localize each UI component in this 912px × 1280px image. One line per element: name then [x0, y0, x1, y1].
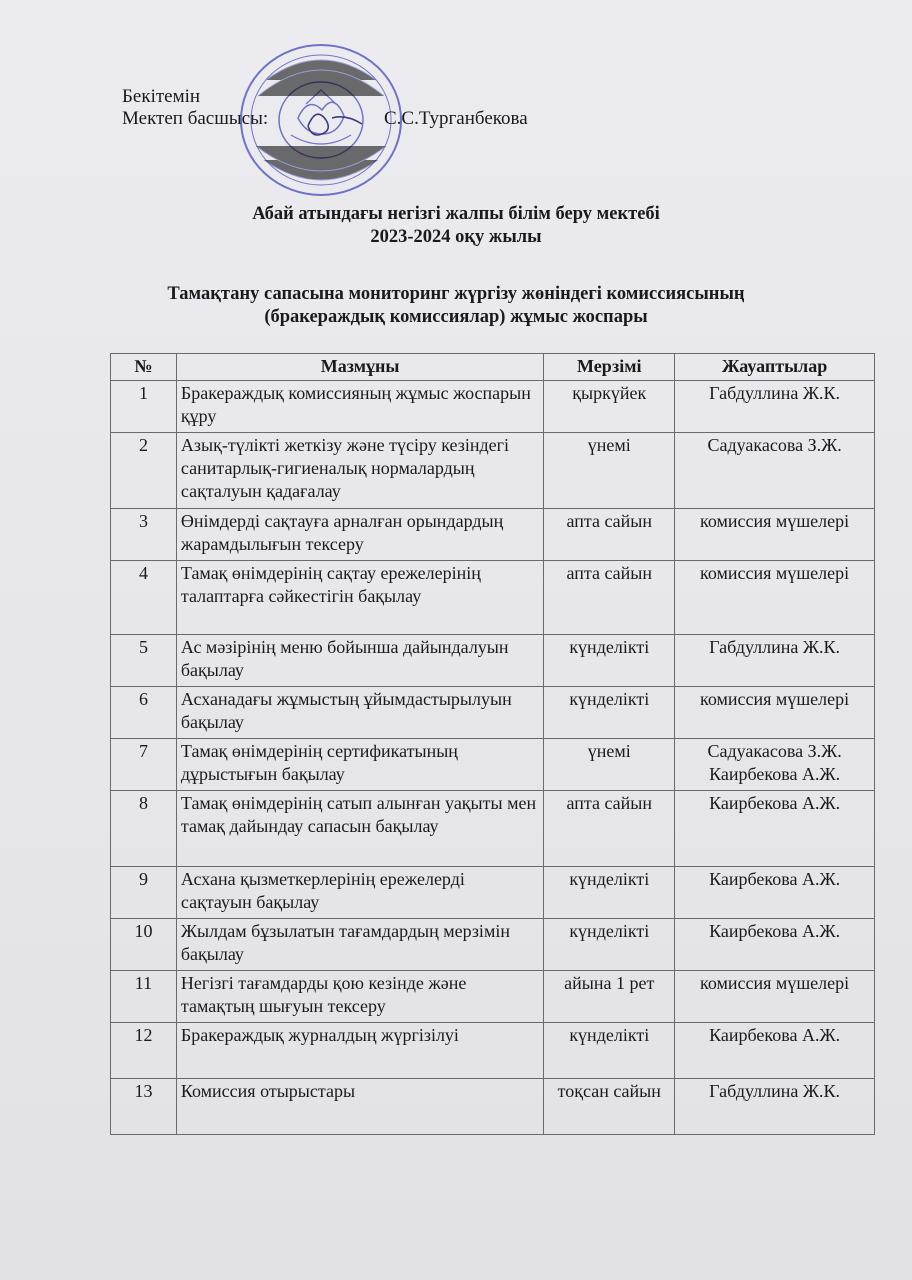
- row-content: Комиссия отырыстары: [176, 1079, 543, 1135]
- header-content: Мазмұны: [176, 354, 543, 381]
- row-term: күнделікті: [544, 867, 675, 919]
- row-content: Азық-түлікті жеткізу және түсіру кезіндегі санитарлық-гигиеналық нормалардың сақталуын қадағалау: [176, 433, 543, 509]
- row-term: айына 1 рет: [544, 971, 675, 1023]
- table-row: [111, 739, 875, 791]
- row-number: 1: [111, 381, 177, 433]
- row-number: 2: [111, 433, 177, 509]
- row-content: Ас мәзірінің меню бойынша дайындалуын бақылау: [176, 635, 543, 687]
- row-term: күнделікті: [544, 1023, 675, 1079]
- table-header-row: [111, 354, 875, 381]
- row-content: Жылдам бұзылатын тағамдардың мерзімін бақылау: [176, 919, 543, 971]
- row-responsible: Каирбекова А.Ж.: [675, 791, 875, 867]
- row-number: 7: [111, 739, 177, 791]
- row-content: Өнімдерді сақтауға арналған орындардың жарамдылығын тексеру: [176, 509, 543, 561]
- row-responsible: Садуакасова З.Ж.: [675, 433, 875, 509]
- table-row: [111, 791, 875, 867]
- row-responsible: комиссия мүшелері: [675, 971, 875, 1023]
- academic-year: 2023-2024 оқу жылы: [370, 227, 542, 247]
- row-number: 11: [111, 971, 177, 1023]
- role-label: Мектеп басшысы:: [122, 108, 269, 129]
- table-row: [111, 635, 875, 687]
- row-responsible: Габдуллина Ж.К.: [675, 381, 875, 433]
- title-line-1: Тамақтану сапасына мониторинг жүргізу жөніндегі комиссиясының: [167, 284, 745, 304]
- row-term: үнемі: [544, 739, 675, 791]
- header-term: Мерзімі: [544, 354, 675, 381]
- row-number: 9: [111, 867, 177, 919]
- row-term: апта сайын: [544, 561, 675, 635]
- row-term: апта сайын: [544, 791, 675, 867]
- approval-block: [122, 86, 528, 130]
- row-number: 3: [111, 509, 177, 561]
- row-content: Асхана қызметкерлерінің ережелерді сақтауын бақылау: [176, 867, 543, 919]
- row-responsible: Садуакасова З.Ж. Каирбекова А.Ж.: [675, 739, 875, 791]
- approve-label: Бекітемін: [122, 86, 201, 107]
- row-content: Тамақ өнімдерінің сақтау ережелерінің талаптарға сәйкестігін бақылау: [176, 561, 543, 635]
- table-row: [111, 919, 875, 971]
- row-number: 4: [111, 561, 177, 635]
- row-term: тоқсан сайын: [544, 1079, 675, 1135]
- work-plan-table: [110, 353, 875, 1135]
- row-content: Бракераждық комиссияның жұмыс жоспарын құру: [176, 381, 543, 433]
- row-responsible: комиссия мүшелері: [675, 687, 875, 739]
- header-responsible: Жауаптылар: [675, 354, 875, 381]
- row-content: Асханадағы жұмыстың ұйымдастырылуын бақылау: [176, 687, 543, 739]
- row-term: апта сайын: [544, 509, 675, 561]
- row-term: үнемі: [544, 433, 675, 509]
- row-responsible: Габдуллина Ж.К.: [675, 1079, 875, 1135]
- table-row: [111, 381, 875, 433]
- table-row: [111, 433, 875, 509]
- school-name: Абай атындағы негізгі жалпы білім беру мектебі: [252, 204, 660, 224]
- title-line-2: (бракераждық комиссиялар) жұмыс жоспары: [264, 307, 648, 327]
- table-row: [111, 561, 875, 635]
- row-number: 13: [111, 1079, 177, 1135]
- table-row: [111, 971, 875, 1023]
- row-number: 10: [111, 919, 177, 971]
- row-content: Тамақ өнімдерінің сертификатының дұрыстығын бақылау: [176, 739, 543, 791]
- table-row: [111, 687, 875, 739]
- row-number: 12: [111, 1023, 177, 1079]
- school-heading: [0, 203, 912, 249]
- table-row: [111, 1023, 875, 1079]
- row-responsible: Каирбекова А.Ж.: [675, 1023, 875, 1079]
- row-responsible: комиссия мүшелері: [675, 509, 875, 561]
- row-content: Бракераждық журналдың жүргізілуі: [176, 1023, 543, 1079]
- row-content: Негізгі тағамдарды қою кезінде және тамақтың шығуын тексеру: [176, 971, 543, 1023]
- row-responsible: комиссия мүшелері: [675, 561, 875, 635]
- row-number: 5: [111, 635, 177, 687]
- table-row: [111, 867, 875, 919]
- row-content: Тамақ өнімдерінің сатып алынған уақыты мен тамақ дайындау сапасын бақылау: [176, 791, 543, 867]
- row-term: күнделікті: [544, 635, 675, 687]
- row-number: 8: [111, 791, 177, 867]
- table-row: [111, 1079, 875, 1135]
- table-row: [111, 509, 875, 561]
- row-term: қыркүйек: [544, 381, 675, 433]
- document-title: [0, 283, 912, 329]
- header-number: №: [111, 354, 177, 381]
- row-number: 6: [111, 687, 177, 739]
- row-responsible: Каирбекова А.Ж.: [675, 867, 875, 919]
- row-term: күнделікті: [544, 919, 675, 971]
- row-term: күнделікті: [544, 687, 675, 739]
- row-responsible: Каирбекова А.Ж.: [675, 919, 875, 971]
- signer-name: С.С.Турганбекова: [384, 108, 528, 129]
- row-responsible: Габдуллина Ж.К.: [675, 635, 875, 687]
